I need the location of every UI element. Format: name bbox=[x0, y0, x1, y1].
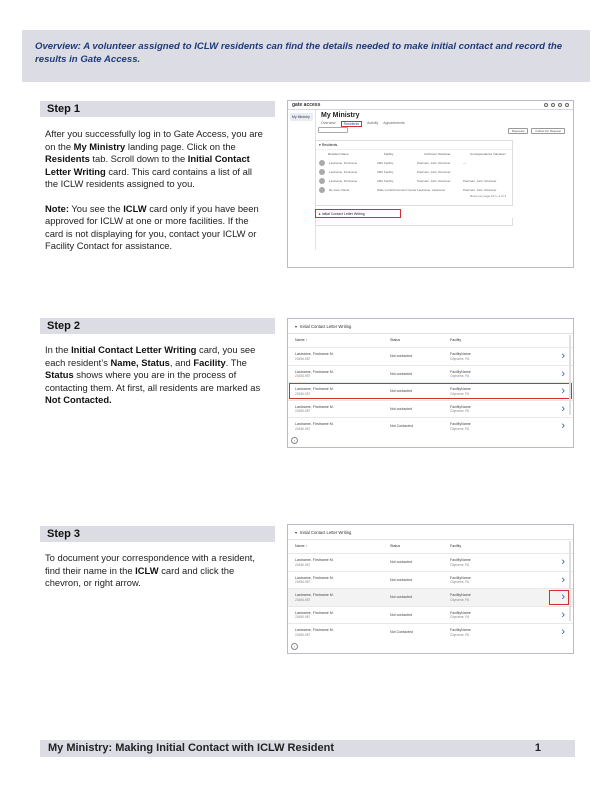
scroll-button-icon: › bbox=[291, 643, 298, 650]
step-1-text bbox=[45, 128, 265, 265]
chevron-right-icon: › bbox=[561, 573, 565, 586]
table-row: Lastname, Firstname M. 23456-987 Not contacted FacilityName Cityname, PA › bbox=[288, 347, 573, 365]
sidebar-item-my-ministry: My Ministry bbox=[290, 113, 313, 121]
chevron-right-icon: › bbox=[561, 608, 565, 621]
scrollbar bbox=[569, 335, 571, 415]
action-buttons bbox=[508, 128, 565, 134]
chevron-right-icon: › bbox=[561, 556, 565, 568]
avatar bbox=[319, 160, 325, 166]
caret-down-icon: ▾ bbox=[295, 324, 298, 329]
iclw-card-title: ▾ Initial Contact Letter Writing bbox=[288, 319, 573, 334]
screenshot-iclw-chevron bbox=[287, 524, 574, 654]
scroll-button-icon: › bbox=[291, 437, 298, 444]
iclw-columns: Name ↑ Status Facility bbox=[295, 338, 462, 342]
chevron-right-icon: › bbox=[561, 350, 565, 362]
step-2-paragraph: In the Initial Contact Letter Writing card, you see each resident’s Name, Status, and Facility. The Status shows where you are in the process of contacting them. At first, all residents are marked as Not Contacted. bbox=[45, 344, 261, 405]
residents-card bbox=[315, 140, 513, 206]
avatar bbox=[319, 178, 325, 184]
table-row: Lastname, Firstname M. 23456-987 Not Contacted FacilityName Cityname, PA › bbox=[288, 417, 573, 435]
chevron-right-icon: › bbox=[561, 591, 565, 603]
table-row-highlighted: Lastname, Firstname M. 23456-987 Not contacted FacilityName Cityname, PA › bbox=[288, 382, 573, 400]
step-1-paragraph: After you successfully log in to Gate Access, you are on the My Ministry landing page. Click on the Residents tab. Scroll down to the Initial Contact Letter Writing card. This card contains a list of all the ICLW residents assigned to you. bbox=[45, 128, 263, 189]
residents-row: Re-view, Dante Wide Lot Enforcement Center Lastname, Lastname Pastman, John Volunteer bbox=[316, 185, 512, 194]
bell-icon bbox=[551, 103, 555, 107]
chevron-right-icon: › bbox=[561, 367, 565, 380]
step-3-paragraph: To document your correspondence with a resident, find their name in the ICLW card and click the chevron, or right arrow. bbox=[45, 552, 256, 588]
pagination: Rows per page 10 1–4 of 4 bbox=[469, 194, 506, 198]
follow-up-request-button: Follow-Up Request bbox=[531, 128, 565, 134]
page-footer bbox=[40, 740, 575, 757]
residents-row: Lastname, Firstname ABC Facility Pastman, John Volunteer Pastman, John Volunteer bbox=[316, 176, 512, 185]
caret-down-icon: ▾ bbox=[295, 530, 298, 535]
iclw-card-highlight: ▸ Initial Contact Letter Writing bbox=[315, 209, 401, 218]
page-title: My Ministry bbox=[321, 112, 360, 119]
residents-card-title: ▾ Residents bbox=[316, 141, 512, 150]
table-row: Lastname, Firstname M. 23456-987 Not Contacted FacilityName Cityname, PA › bbox=[288, 623, 573, 641]
step-2-text bbox=[45, 344, 265, 419]
sidebar bbox=[288, 110, 316, 250]
residents-row: Lastname, Firstname ABC Facility Pastman, John Volunteer — bbox=[316, 158, 512, 167]
avatar bbox=[319, 187, 325, 193]
overview-box bbox=[22, 30, 590, 82]
help-icon bbox=[558, 103, 562, 107]
tab-bar bbox=[321, 121, 568, 127]
screenshot-my-ministry bbox=[287, 100, 574, 268]
step-3-heading: Step 3 bbox=[40, 526, 275, 542]
tab-overview: Overview bbox=[321, 121, 336, 125]
table-row: Lastname, Firstname M. 23456-987 Not contacted FacilityName Cityname, PA › bbox=[288, 553, 573, 571]
avatar bbox=[319, 169, 325, 175]
tab-appointments: Appointments bbox=[383, 121, 405, 125]
search-input bbox=[318, 127, 348, 133]
overview-text: A volunteer assigned to ICLW residents can find the details needed to make initial contact and record the results in Gate Access. bbox=[35, 41, 563, 65]
step-1-heading: Step 1 bbox=[40, 101, 275, 117]
chevron-right-icon: › bbox=[561, 420, 565, 432]
app-logo: gate access bbox=[292, 102, 321, 108]
table-row: Lastname, Firstname M. 23456-987 Not contacted FacilityName Cityname, PA › bbox=[288, 588, 573, 606]
iclw-card-body bbox=[315, 218, 513, 226]
user-icon bbox=[544, 103, 548, 107]
requests-button: Requests bbox=[508, 128, 529, 134]
page-number: 1 bbox=[534, 742, 541, 754]
step-2-heading: Step 2 bbox=[40, 318, 275, 334]
step-3-text bbox=[45, 552, 265, 602]
app-header bbox=[288, 101, 573, 110]
avatar-icon bbox=[565, 103, 569, 107]
chevron-right-icon: › bbox=[561, 402, 565, 415]
iclw-columns: Name ↑ Status Facility bbox=[295, 544, 462, 548]
header-icons bbox=[544, 103, 569, 107]
residents-columns: Resident Name Facility In-Person Volunteer Correspondence Volunteer bbox=[328, 152, 506, 156]
table-row: Lastname, Firstname M. 23456-987 Not contacted FacilityName Cityname, PA › bbox=[288, 365, 573, 383]
tab-residents: Residents bbox=[341, 121, 363, 127]
table-row: Lastname, Firstname M. 23456-987 Not contacted FacilityName Cityname, PA › bbox=[288, 571, 573, 589]
chevron-right-icon: › bbox=[561, 385, 565, 397]
iclw-card-title: ▾ Initial Contact Letter Writing bbox=[288, 525, 573, 540]
tab-activity: Activity bbox=[367, 121, 379, 125]
step-1-note: Note: You see the ICLW card only if you have been approved for ICLW at one or more facilities. If the card is not displaying for you, contact your ICLW or Facility Contact for assistance. bbox=[45, 202, 259, 251]
scrollbar bbox=[569, 541, 571, 621]
table-row: Lastname, Firstname M. 23456-987 Not contacted FacilityName Cityname, PA › bbox=[288, 400, 573, 418]
overview-label: Overview: bbox=[35, 41, 81, 52]
chevron-right-icon: › bbox=[561, 626, 565, 638]
footer-title: My Ministry: Making Initial Contact with ICLW Resident bbox=[48, 742, 335, 754]
chevron-highlight bbox=[549, 590, 569, 605]
table-row: Lastname, Firstname M. 23456-987 Not contacted FacilityName Cityname, PA › bbox=[288, 606, 573, 624]
residents-row: Lastname, Firstname ABC Facility Pastman, John Volunteer bbox=[316, 167, 512, 176]
screenshot-iclw-status bbox=[287, 318, 574, 448]
